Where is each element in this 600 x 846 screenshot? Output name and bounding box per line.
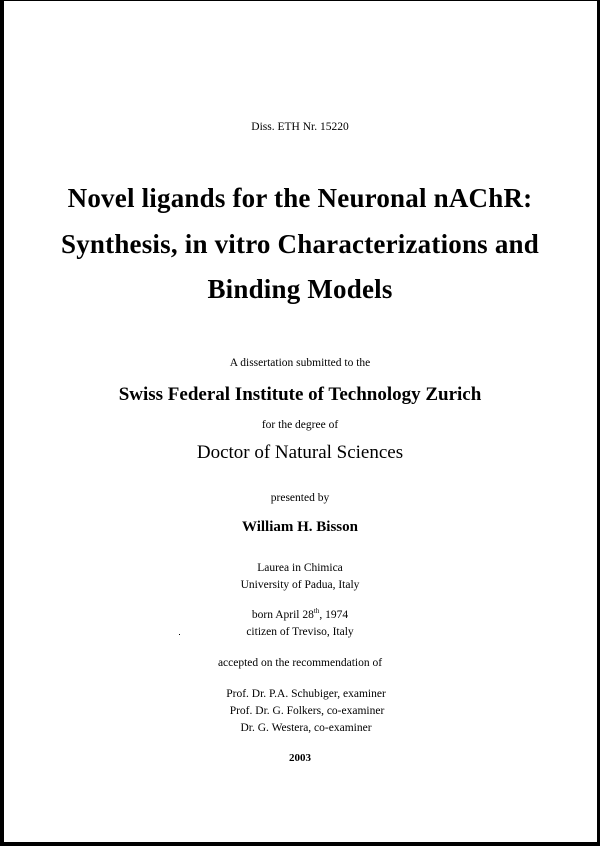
author-university: University of Padua, Italy	[240, 579, 360, 591]
institution-name: Swiss Federal Institute of Technology Zurich	[118, 384, 482, 405]
title-line-2: Synthesis, in vitro Characterizations and	[61, 229, 539, 259]
citizenship: citizen of Treviso, Italy	[246, 626, 354, 638]
degree-label: for the degree of	[261, 419, 339, 431]
dissertation-number: Diss. ETH Nr. 15220	[251, 121, 349, 133]
author-name: William H. Bisson	[241, 519, 358, 535]
publication-year: 2003	[289, 752, 311, 764]
birth-date-prefix: born April 28	[251, 609, 314, 621]
degree-name: Doctor of Natural Sciences	[196, 442, 404, 463]
examiner-3: Dr. G. Westera, co-examiner	[240, 722, 372, 734]
recommendation-label: accepted on the recommendation of	[217, 657, 383, 669]
scan-border-top	[0, 0, 600, 1]
presented-by-label: presented by	[270, 492, 330, 504]
birth-date	[0, 609, 600, 621]
title-line-1: Novel ligands for the Neuronal nAChR:	[67, 183, 533, 213]
author-degree: Laurea in Chimica	[257, 562, 343, 574]
examiner-2: Prof. Dr. G. Folkers, co-examiner	[229, 705, 385, 717]
title-line-3: Binding Models	[207, 274, 393, 304]
submitted-to-label: A dissertation submitted to the	[229, 357, 371, 369]
examiner-1: Prof. Dr. P.A. Schubiger, examiner	[226, 688, 386, 700]
scan-speck	[179, 634, 180, 635]
birth-year: , 1974	[319, 609, 349, 621]
birth-date-ordinal: th	[313, 607, 320, 615]
scan-border-bottom	[0, 842, 600, 846]
